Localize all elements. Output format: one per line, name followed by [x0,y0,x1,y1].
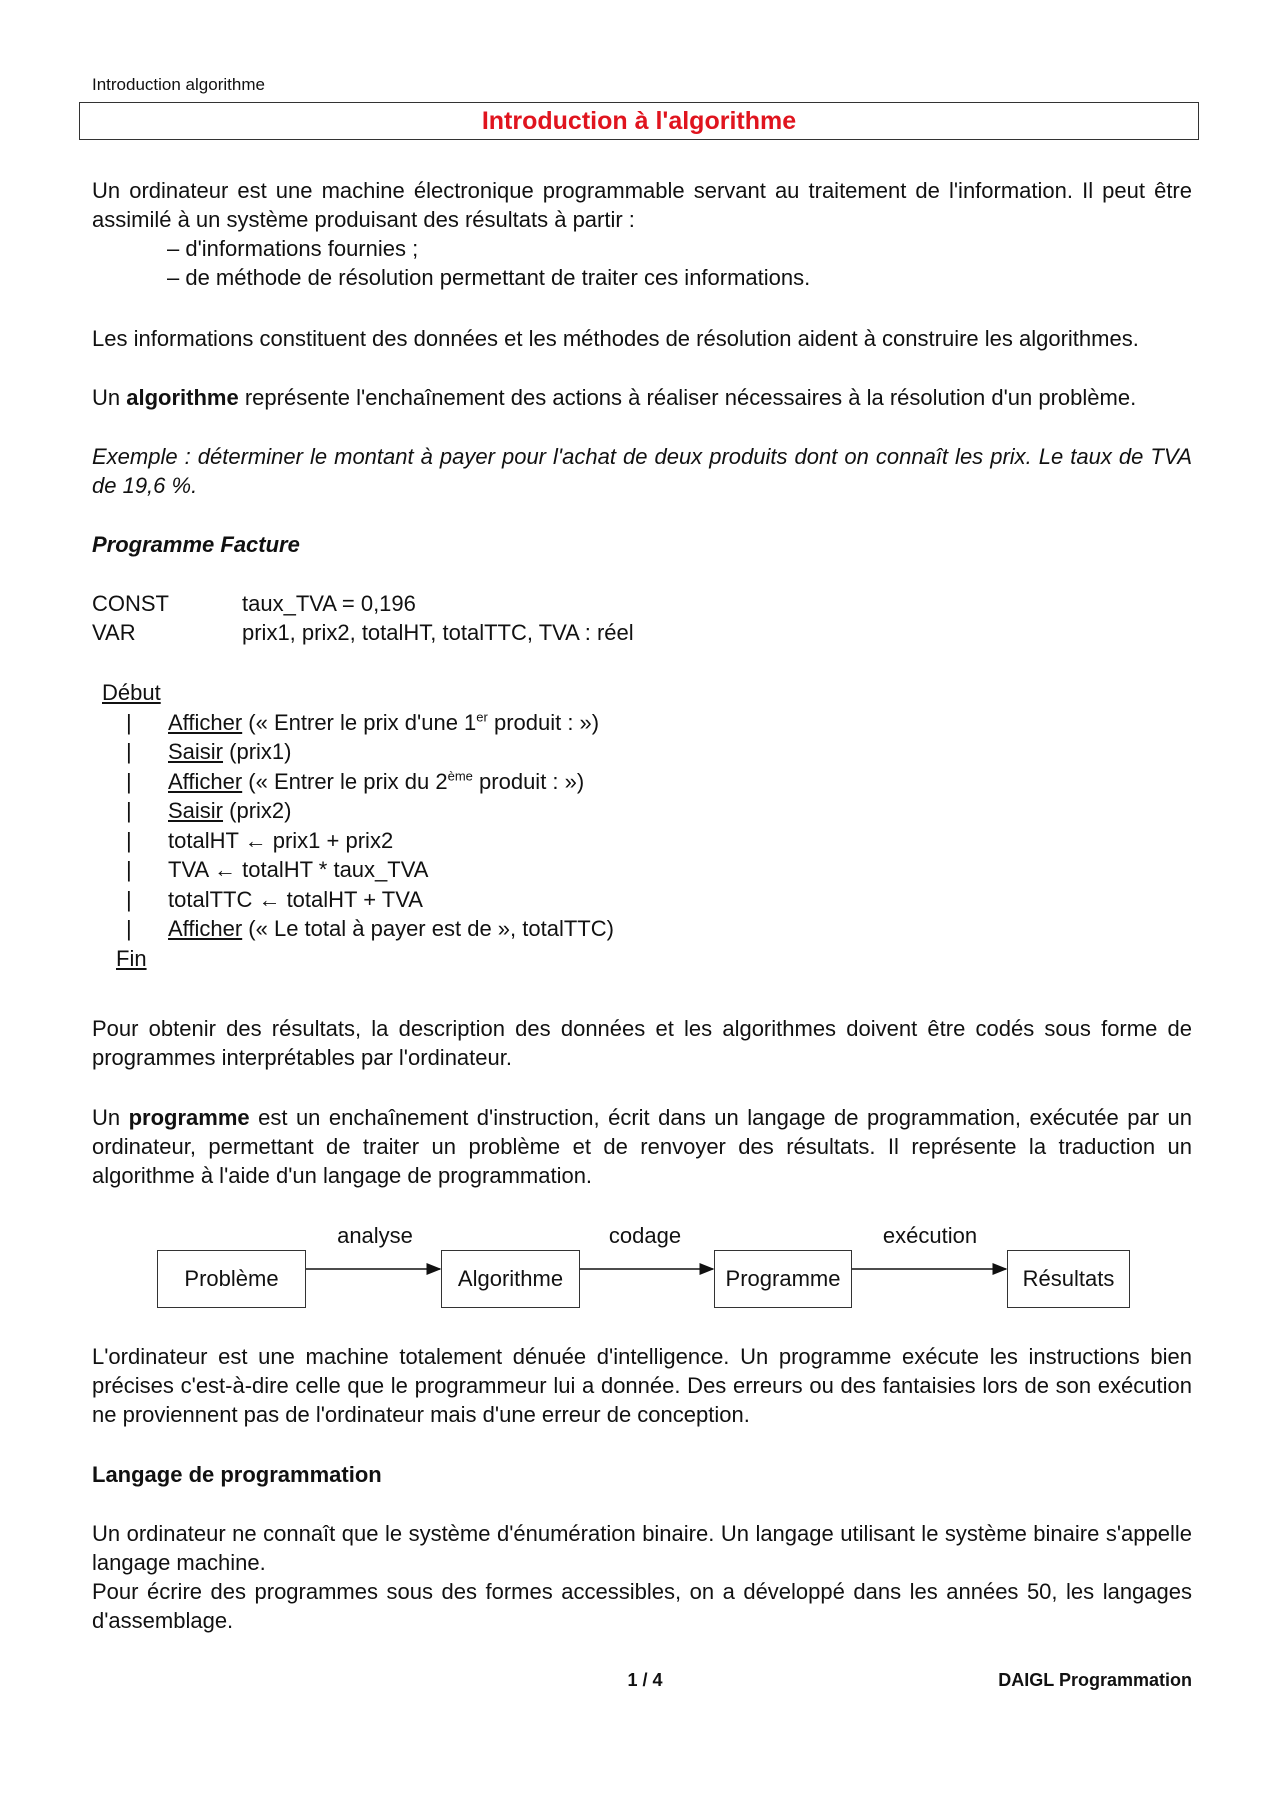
algo-text: (prix2) [223,798,292,823]
algo-text-b: produit : ») [487,709,600,735]
box-resultats: Résultats [1007,1250,1130,1308]
algo-keyword: Saisir [168,798,224,823]
var-value: prix1, prix2, totalHT, totalTTC, TVA : réel [242,620,634,645]
intro-paragraph-1: Un ordinateur est une machine électronique programmable servant au traitement de l'information. Il peut être assimilé à un système produisant des résultats à partir : [92,178,1192,232]
box-programme: Programme [714,1250,852,1308]
algo-text: (« Entrer le prix du 2 [242,768,448,794]
assembly-paragraph: Pour écrire des programmes sous des formes accessibles, on a développé dans les années 50, les langages d'assemblage. [92,1579,1192,1633]
algo-keyword: Afficher [168,768,243,794]
algo-bar: | [126,709,132,735]
page-number: 1 / 4 [627,1670,663,1690]
end-keyword: Fin [116,945,147,971]
algo-text: (« Le total à payer est de », totalTTC) [242,916,614,941]
algo-text: (prix1) [223,739,292,764]
intro-p3-post: représente l'enchaînement des actions à réaliser nécessaires à la résolution d'un problème. [238,385,1137,410]
algo-bar: | [126,886,132,912]
algo-bar: | [126,768,132,794]
page-title: Introduction à l'algorithme [481,107,797,135]
algo-keyword: Saisir [168,739,224,764]
language-heading: Langage de programmation [92,1462,382,1487]
algo-text: (« Entrer le prix d'une 1 [242,709,477,735]
example-paragraph: Exemple : déterminer le montant à payer pour l'achat de deux produits dont on connaît les prix. Le taux de TVA de 19,6 %. [92,444,1192,498]
algo-bar: | [126,827,132,853]
algo-keyword: Afficher [168,709,243,735]
algo-bar: | [126,857,132,882]
algorithme-term: algorithme [126,385,239,410]
program-p-pre: Un [92,1105,129,1130]
algo-text: totalHT ← prix1 + prix2 [168,827,394,853]
diagram-label-codage: codage [608,1223,682,1248]
algo-text: TVA ← totalHT * taux_TVA [168,857,429,882]
const-keyword: CONST [92,591,169,616]
program-heading: Programme Facture [92,532,300,557]
intro-list-item: – d'informations fournies ; [167,236,419,261]
binary-paragraph: Un ordinateur ne connaît que le système d'énumération binaire. Un langage utilisant le système binaire s'appelle langage machine. [92,1521,1192,1575]
box-probleme: Problème [157,1250,306,1308]
diagram-label-analyse: analyse [337,1223,413,1248]
running-header: Introduction algorithme [92,75,265,94]
const-value: taux_TVA = 0,196 [242,591,416,616]
footer-label: DAIGL Programmation [998,1670,1192,1690]
box-algorithme: Algorithme [441,1250,580,1308]
intelligence-paragraph: L'ordinateur est une machine totalement dénuée d'intelligence. Un programme exécute les instructions bien précises c'est-à-dire celle que le programmeur lui a donnée. Des erreurs ou des fantaisies lors de son exécution ne proviennent pas de l'ordinateur mais d'une erreur de conception. [92,1344,1192,1427]
algo-text: totalTTC ← totalHT + TVA [168,886,423,912]
intro-paragraph-2: Les informations constituent des données et les méthodes de résolution aident à construire les algorithmes. [92,326,1139,351]
intro-p3-pre: Un [92,385,127,410]
var-keyword: VAR [92,620,136,645]
algo-bar: | [126,798,132,823]
program-p-post: est un enchaînement d'instruction, écrit dans un langage de programmation, exécutée par un ordinateur, permettant de traiter un problème et de renvoyer des résultats. Il représente la traduction un algorithme à l'aide d'un langage de programmation. [92,1105,1192,1188]
algo-bar: | [126,739,132,764]
algo-sup: ème [447,768,473,784]
intro-list-item: – de méthode de résolution permettant de traiter ces informations. [167,265,811,290]
diagram-label-execution: exécution [882,1223,978,1248]
algo-sup: er [476,709,488,725]
results-paragraph: Pour obtenir des résultats, la description des données et les algorithmes doivent être codés sous forme de programmes interprétables par l'ordinateur. [92,1016,1192,1070]
begin-keyword: Début [102,680,161,705]
algo-bar: | [126,916,132,941]
algo-keyword: Afficher [168,916,243,941]
algo-text-b: produit : ») [472,768,585,794]
programme-term: programme [128,1105,250,1130]
